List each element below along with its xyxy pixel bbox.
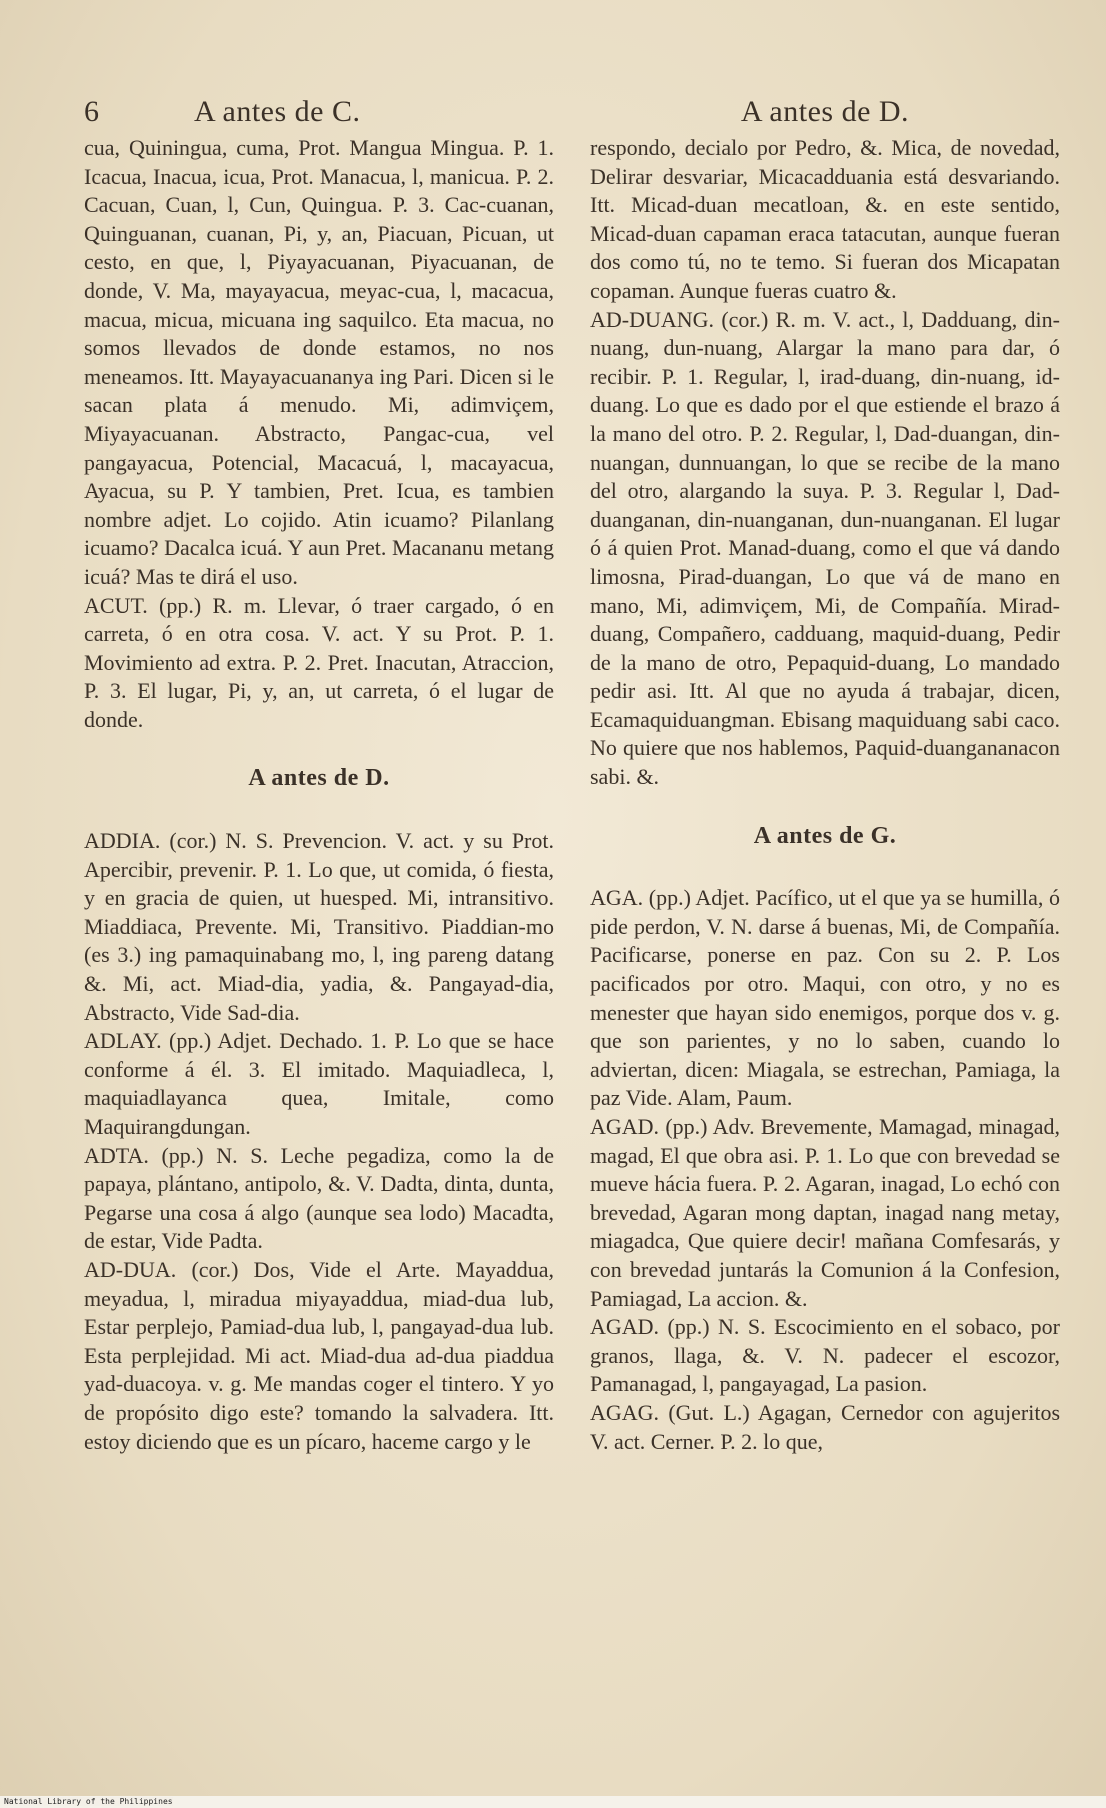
left-page-header <box>84 92 554 132</box>
entry-continuation-right: respondo, decialo por Pedro, &. Mica, de novedad, Delirar desvariar, Micacadduania está desvariando. Itt. Micad-duan mecatloan, &. en este sentido, Micad-duan capaman eraca tatacutan, aunque fueran dos como tú, no te temo. Si fueran dos Micapatan copaman. Aunque fueras cuatro &. <box>590 135 1060 303</box>
section-heading-a-antes-de-g: A antes de G. <box>753 822 897 849</box>
left-column <box>84 92 554 1456</box>
entry-agad-adv: AGAD. (pp.) Adv. Brevemente, Mamagad, minagad, magad, El que obra asi. P. 1. Lo que con brevedad se mueve hácia fuera. P. 2. Agaran, inagad, Lo echó con brevedad, Agaran mong daptan, inagad nang metay, miagadca, Que quiere decir! mañana Comfesarás, y con brevedad juntarás la Comunion á la Confesion, Pamiagad, La accion. &. <box>590 1114 1060 1311</box>
entry-agad-noun: AGAD. (pp.) N. S. Escocimiento en el sobaco, por granos, llaga, &. V. N. padecer el escozor, Pamanagad, l, pangayagad, La pasion. <box>590 1314 1060 1397</box>
left-header-title: A antes de C. <box>194 95 361 128</box>
entry-ad-dua: AD-DUA. (cor.) Dos, Vide el Arte. Mayaddua, meyadua, l, miradua miyayaddua, miad-dua lub, Estar perplejo, Pamiad-dua lub, l, pangayad-dua lub. Esta perplejidad. Mi act. Miad-dua ad-dua piaddua yad-duacoya. v. g. Me mandas coger el tintero. Y yo de propósito digo este? tomando la salvadera. Itt. estoy diciendo que es un pícaro, haceme cargo y le <box>84 1256 554 1454</box>
page-number: 6 <box>84 95 100 128</box>
entry-continuation-left: cua, Quiningua, cuma, Prot. Mangua Mingua. P. 1. Icacua, Inacua, icua, Prot. Manacua, l, manicua. P. 2. Cacuan, Cuan, l, Cun, Quingua. P. 3. Cac-cuanan, Quinguanan, cuanan, Pi, y, an, Piacuan, Picuan, ut cesto, en que, l, Piyayacuanan, Piyacuanan, de donde, V. Ma, mayayacua, meyac-cua, l, macacua, macua, micua, micuana ing saquilco. Eta macua, no somos llevados de donde estamos, no nos meneamos. Itt. Mayayacuananya ing Pari. Dicen si le sacan plata á menudo. Mi, adimviçem, Miyayacuanan. Abstracto, Pangac-cua, vel pangayacua, Potencial, Macacuá, l, macayacua, Ayacua, su P. Y tambien, Pret. Icua, es tambien nombre adjet. Lo cojido. Atin icuamo? Pilanlang icuamo? Dacalca icuá. Y aun Pret. Macananu metang icuá? Mas te dirá el uso. <box>84 135 554 589</box>
right-page-header: A antes de D. <box>740 95 910 128</box>
entry-ad-duang: AD-DUANG. (cor.) R. m. V. act., l, Dadduang, din-nuang, dun-nuang, Alargar la mano para dar, ó recibir. P. 1. Regular, l, irad-duang, din-nuang, id-duang. Lo que es dado por el que estiende el brazo á la mano del otro. P. 2. Regular, l, Dad-duangan, din-nuangan, dunnuangan, lo que se recibe de la mano del otro, alargando la suya. P. 3. Regular l, Dad-duanganan, din-nuanganan, dun-nuanganan. El lugar ó á quien Prot. Manad-duang, como el que vá dando limosna, Pirad-duangan, Lo que vá de mano en mano, Mi, adimviçem, Mi, de Compañía. Mirad-duang, Compañero, cadduang, maquid-duang, Pedir de la mano de otro, Pepaquid-duang, Lo mandado pedir asi. Itt. Al que no ayuda á trabajar, dicen, Ecamaquiduangman. Ebisang maquiduang sabi caco. No quiere que nos hablemos, Paquid-duangananacon sabi. &. <box>590 306 1060 790</box>
entry-agag: AGAG. (Gut. L.) Agagan, Cernedor con agujeritos V. act. Cerner. P. 2. lo que, <box>590 1399 1060 1454</box>
section-heading-a-antes-de-d: A antes de D. <box>248 765 390 792</box>
library-watermark: National Library of the Philippines <box>4 1797 173 1806</box>
entry-adlay: ADLAY. (pp.) Adjet. Dechado. 1. P. Lo que se hace conforme á él. 3. El imitado. Maquiadleca, l, maquiadlayanca quea, Imitale, como Maquirangdungan. <box>84 1028 554 1139</box>
entry-acut: ACUT. (pp.) R. m. Llevar, ó traer cargado, ó en carreta, ó en otra cosa. V. act. Y su Prot. P. 1. Movimiento ad extra. P. 2. Pret. Inacutan, Atraccion, P. 3. El lugar, Pi, y, an, ut carreta, ó el lugar de donde. <box>84 592 554 732</box>
entry-addia: ADDIA. (cor.) N. S. Prevencion. V. act. y su Prot. Apercibir, prevenir. P. 1. Lo que, ut comida, ó fiesta, y en gracia de quien, ut huesped. Mi, intransitivo. Miaddiaca, Prevente. Mi, Transitivo. Piaddian-mo (es 3.) ing pamaquinabang mo, l, ing pareng datang &. Mi, act. Miad-dia, yadia, &. Pangayad-dia, Abstracto, Vide Sad-dia. <box>84 828 554 1025</box>
entry-adta: ADTA. (pp.) N. S. Leche pegadiza, como la de papaya, plántano, antipolo, &. V. Dadta, dinta, dunta, Pegarse una cosa á algo (aunque sea lodo) Macadta, de estar, Vide Padta. <box>84 1142 554 1254</box>
right-column <box>590 92 1060 1456</box>
entry-aga: AGA. (pp.) Adjet. Pacífico, ut el que ya se humilla, ó pide perdon, V. N. darse á buenas, Mi, de Compañía. Pacificarse, ponerse en paz. Con su 2. P. Los pacificados por otro. Maqui, con otro, y no es menester que hayan sido enemigos, porque dos v. g. que son parientes, y no lo saben, cuando lo adviertan, dicen: Miagala, se estrechan, Pamiaga, la paz Vide. Alam, Paum. <box>590 885 1060 1111</box>
